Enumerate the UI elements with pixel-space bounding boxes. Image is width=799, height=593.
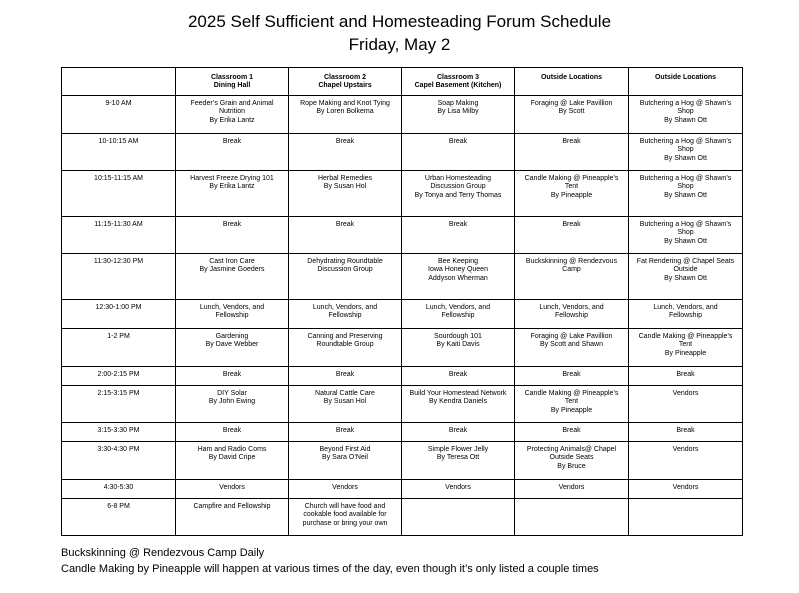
session-line: By Shawn Ott bbox=[664, 274, 707, 282]
session-line: By David Cripe bbox=[208, 454, 256, 462]
session-line: Foraging @ Lake Pavillion bbox=[530, 100, 613, 107]
session-cell bbox=[629, 480, 743, 499]
schedule-row bbox=[62, 386, 743, 423]
session-line: Fellowship bbox=[668, 312, 703, 320]
session-line: Discussion Group bbox=[317, 266, 373, 274]
session-line: By Loren Bolkema bbox=[316, 108, 374, 116]
header-line: Capel Basement (Kitchen) bbox=[414, 82, 502, 90]
session-line: By Pineapple bbox=[664, 349, 707, 357]
time-slot: 2:15-3:15 PM bbox=[62, 386, 176, 423]
time-slot: 1-2 PM bbox=[62, 329, 176, 367]
schedule-row bbox=[62, 96, 743, 134]
session-line: Vendors bbox=[445, 484, 471, 491]
header-location-4 bbox=[515, 68, 629, 96]
session-line: Beyond First Aid bbox=[319, 446, 371, 453]
session-line: By Jasmine Goeders bbox=[199, 266, 265, 274]
session-cell bbox=[629, 423, 743, 442]
session-cell bbox=[289, 134, 402, 171]
session-line: By Erika Lantz bbox=[209, 116, 255, 124]
session-line: Bee Keeping bbox=[437, 258, 479, 265]
time-slot: 4:30-5:30 bbox=[62, 480, 176, 499]
session-line: Break bbox=[448, 138, 468, 145]
header-location-1 bbox=[176, 68, 289, 96]
session-line: Vendors bbox=[332, 484, 358, 491]
schedule-date: Friday, May 2 bbox=[348, 35, 451, 54]
header-line: Classroom 3 bbox=[436, 74, 480, 81]
session-line: Addyson Wherman bbox=[428, 274, 488, 282]
schedule-row bbox=[62, 254, 743, 300]
session-line: Butchering a Hog @ Shawn’s bbox=[639, 221, 732, 228]
session-line: Vendors bbox=[672, 484, 699, 491]
session-line: By Scott bbox=[558, 108, 585, 116]
schedule-row bbox=[62, 480, 743, 499]
session-line: Sourdough 101 bbox=[434, 333, 482, 340]
session-line: Butchering a Hog @ Shawn’s bbox=[639, 138, 732, 145]
time-slot: 10:15-11:15 AM bbox=[62, 171, 176, 217]
session-cell bbox=[289, 480, 402, 499]
session-line: Protecting Animals@ Chapel bbox=[526, 446, 617, 453]
session-line: Break bbox=[222, 221, 242, 228]
session-line: Tent bbox=[564, 183, 579, 191]
session-line: Butchering a Hog @ Shawn’s bbox=[639, 100, 732, 107]
session-line: By Shawn Ott bbox=[664, 154, 707, 162]
time-slot: 3:30-4:30 PM bbox=[62, 442, 176, 480]
session-line: Candle Making @ Pineapple’s bbox=[638, 333, 733, 340]
session-line: cookable food available for bbox=[303, 511, 387, 519]
time-slot: 2:00-2:15 PM bbox=[62, 367, 176, 386]
session-line: Fellowship bbox=[328, 312, 362, 320]
session-cell bbox=[402, 480, 515, 499]
session-cell bbox=[176, 480, 289, 499]
session-cell bbox=[402, 217, 515, 254]
session-cell bbox=[289, 254, 402, 300]
header-line: Outside Locations bbox=[654, 74, 717, 81]
header-location-5 bbox=[629, 68, 743, 96]
session-line: By Kendra Daniels bbox=[429, 398, 487, 406]
session-cell bbox=[402, 134, 515, 171]
session-cell bbox=[402, 171, 515, 217]
session-line: Herbal Remedies bbox=[317, 175, 373, 182]
session-line: Iowa Honey Queen bbox=[428, 266, 488, 274]
session-cell bbox=[515, 134, 629, 171]
session-cell bbox=[289, 171, 402, 217]
session-cell bbox=[176, 217, 289, 254]
schedule-row bbox=[62, 217, 743, 254]
session-line: Fellowship bbox=[215, 312, 249, 320]
session-line: Cast Iron Care bbox=[209, 258, 255, 265]
session-line: By Shawn Ott bbox=[664, 191, 707, 199]
header-line: Outside Locations bbox=[540, 74, 603, 81]
session-line: Vendors bbox=[672, 446, 699, 453]
session-line: By Susan Hol bbox=[323, 183, 367, 191]
session-cell bbox=[176, 367, 289, 386]
session-line: By Pineapple bbox=[550, 191, 593, 199]
session-line: Break bbox=[676, 371, 695, 378]
session-cell bbox=[629, 442, 743, 480]
session-cell bbox=[402, 499, 515, 536]
session-line: Urban Homesteading bbox=[424, 175, 492, 182]
session-line: Dehydrating Roundtable bbox=[307, 258, 383, 265]
session-line: Lunch, Vendors, and bbox=[539, 304, 604, 311]
session-cell bbox=[176, 171, 289, 217]
footer-note-buckskinning: Buckskinning @ Rendezvous Camp Daily bbox=[61, 547, 265, 559]
session-line: Shop bbox=[677, 108, 694, 116]
session-cell bbox=[176, 96, 289, 134]
schedule-row bbox=[62, 329, 743, 367]
schedule-table bbox=[61, 67, 743, 536]
session-cell bbox=[402, 254, 515, 300]
session-cell bbox=[515, 499, 629, 536]
session-cell bbox=[176, 386, 289, 423]
session-line: Harvest Freeze Drying 101 bbox=[190, 175, 274, 182]
session-cell bbox=[629, 386, 743, 423]
session-line: Vendors bbox=[672, 390, 699, 397]
session-cell bbox=[515, 329, 629, 367]
session-line: Break bbox=[335, 138, 355, 145]
session-line: Campfire and Fellowship bbox=[193, 503, 271, 510]
header-line: Classroom 2 bbox=[323, 74, 367, 81]
session-cell bbox=[289, 423, 402, 442]
session-line: Feeder’s Grain and Animal bbox=[190, 100, 274, 107]
schedule-row bbox=[62, 367, 743, 386]
session-cell bbox=[402, 96, 515, 134]
schedule-row bbox=[62, 171, 743, 217]
session-line: Break bbox=[562, 371, 581, 378]
session-cell bbox=[515, 254, 629, 300]
session-line: Fat Rendering @ Chapel Seats bbox=[636, 258, 735, 265]
session-line: Lunch, Vendors, and bbox=[199, 304, 265, 311]
session-line: Outside Seats bbox=[549, 454, 594, 462]
session-cell bbox=[629, 499, 743, 536]
session-cell bbox=[402, 300, 515, 329]
session-cell bbox=[176, 134, 289, 171]
session-line: Fellowship bbox=[554, 312, 589, 320]
session-line: Discussion Group bbox=[430, 183, 486, 191]
session-line: Rope Making and Knot Tying bbox=[300, 100, 390, 107]
session-line: Break bbox=[562, 221, 581, 228]
time-slot: 12:30-1:00 PM bbox=[62, 300, 176, 329]
session-cell bbox=[402, 442, 515, 480]
session-cell bbox=[289, 217, 402, 254]
header-location-2 bbox=[289, 68, 402, 96]
session-line: By Erika Lantz bbox=[209, 183, 255, 191]
session-cell bbox=[402, 423, 515, 442]
session-cell bbox=[515, 171, 629, 217]
session-line: By Lisa Milby bbox=[437, 108, 479, 116]
session-cell bbox=[176, 423, 289, 442]
session-line: Candle Making @ Pineapple’s bbox=[524, 390, 619, 397]
session-line: Vendors bbox=[219, 484, 245, 491]
session-line: Outside bbox=[673, 266, 698, 274]
session-cell bbox=[402, 386, 515, 423]
time-slot: 11:30-12:30 PM bbox=[62, 254, 176, 300]
session-line: By Pineapple bbox=[550, 406, 593, 414]
session-line: Break bbox=[222, 371, 242, 378]
session-cell bbox=[629, 254, 743, 300]
session-line: Shop bbox=[677, 183, 694, 191]
session-line: Ham and Radio Coms bbox=[197, 446, 267, 453]
schedule-row bbox=[62, 499, 743, 536]
time-slot: 6-8 PM bbox=[62, 499, 176, 536]
session-cell bbox=[289, 386, 402, 423]
header-line: Chapel Upstairs bbox=[318, 82, 372, 90]
session-line: Church will have food and bbox=[304, 503, 386, 510]
session-line: Tent bbox=[564, 398, 579, 406]
session-line: Lunch, Vendors, and bbox=[425, 304, 491, 311]
schedule-row bbox=[62, 300, 743, 329]
session-line: purchase or bring your own bbox=[302, 519, 388, 527]
session-cell bbox=[176, 499, 289, 536]
session-line: Candle Making @ Pineapple’s bbox=[524, 175, 619, 182]
session-cell bbox=[515, 423, 629, 442]
session-line: Gardening bbox=[215, 333, 249, 340]
schedule-row bbox=[62, 423, 743, 442]
session-cell bbox=[289, 300, 402, 329]
session-line: Break bbox=[335, 371, 355, 378]
schedule-row bbox=[62, 442, 743, 480]
session-line: Lunch, Vendors, and bbox=[653, 304, 718, 311]
schedule-title: 2025 Self Sufficient and Homesteading Forum Schedule bbox=[187, 12, 612, 31]
session-line: By Teresa Ott bbox=[436, 454, 480, 462]
session-line: Tent bbox=[678, 341, 693, 349]
session-cell bbox=[629, 217, 743, 254]
session-line: Simple Flower Jelly bbox=[427, 446, 489, 453]
session-line: Canning and Preserving bbox=[307, 333, 383, 340]
session-line: Natural Cattle Care bbox=[315, 390, 375, 397]
session-cell bbox=[515, 300, 629, 329]
session-line: By Tonya and Terry Thomas bbox=[414, 191, 502, 199]
session-line: By Scott and Shawn bbox=[539, 341, 604, 349]
session-line: Buckskinning @ Rendezvous bbox=[525, 258, 618, 265]
session-line: Shop bbox=[677, 146, 694, 154]
session-line: By Susan Hol bbox=[323, 398, 367, 406]
session-cell bbox=[176, 254, 289, 300]
session-line: Break bbox=[335, 427, 355, 434]
session-line: By Kaiti Davis bbox=[436, 341, 480, 349]
session-line: Soap Making bbox=[437, 100, 479, 107]
session-line: By Sara O’Neil bbox=[322, 454, 368, 462]
session-line: Foraging @ Lake Pavillion bbox=[530, 333, 613, 340]
session-cell bbox=[402, 329, 515, 367]
session-cell bbox=[289, 442, 402, 480]
time-slot: 11:15-11:30 AM bbox=[62, 217, 176, 254]
session-line: By Dave Webber bbox=[205, 341, 259, 349]
session-cell bbox=[289, 367, 402, 386]
session-cell bbox=[629, 367, 743, 386]
footer-note-candle-making: Candle Making by Pineapple will happen at various times of the day, even though it’s only listed a couple times bbox=[61, 563, 599, 575]
session-line: Shop bbox=[677, 229, 694, 237]
session-line: Butchering a Hog @ Shawn’s bbox=[639, 175, 732, 182]
session-cell bbox=[515, 386, 629, 423]
session-cell bbox=[629, 134, 743, 171]
session-line: DIY Solar bbox=[217, 390, 247, 397]
session-line: Break bbox=[222, 427, 242, 434]
header-line: Dining Hall bbox=[213, 82, 251, 90]
session-cell bbox=[176, 442, 289, 480]
session-line: Break bbox=[448, 371, 468, 378]
session-cell bbox=[176, 329, 289, 367]
session-line: Nutrition bbox=[218, 108, 246, 116]
session-line: Vendors bbox=[558, 484, 585, 491]
session-cell bbox=[515, 480, 629, 499]
session-cell bbox=[629, 171, 743, 217]
header-row bbox=[62, 68, 743, 96]
time-slot: 10-10:15 AM bbox=[62, 134, 176, 171]
session-cell bbox=[289, 329, 402, 367]
session-line: Fellowship bbox=[441, 312, 475, 320]
session-line: Camp bbox=[562, 266, 581, 274]
session-line: Break bbox=[562, 138, 581, 145]
session-cell bbox=[629, 96, 743, 134]
session-cell bbox=[515, 442, 629, 480]
session-line: By Shawn Ott bbox=[664, 237, 707, 245]
session-cell bbox=[515, 367, 629, 386]
session-cell bbox=[629, 329, 743, 367]
session-line: By Shawn Ott bbox=[664, 116, 707, 124]
time-slot: 9-10 AM bbox=[62, 96, 176, 134]
session-line: Lunch, Vendors, and bbox=[312, 304, 378, 311]
session-cell bbox=[289, 499, 402, 536]
session-cell bbox=[176, 300, 289, 329]
session-line: Roundtable Group bbox=[316, 341, 374, 349]
session-cell bbox=[402, 367, 515, 386]
session-line: Break bbox=[676, 427, 695, 434]
header-location-3 bbox=[402, 68, 515, 96]
schedule-row bbox=[62, 134, 743, 171]
session-cell bbox=[515, 96, 629, 134]
session-line: Break bbox=[448, 221, 468, 228]
session-line: By Bruce bbox=[557, 462, 586, 470]
session-line: Break bbox=[222, 138, 242, 145]
session-cell bbox=[515, 217, 629, 254]
session-cell bbox=[629, 300, 743, 329]
session-line: Build Your Homestead Network bbox=[409, 390, 507, 397]
session-cell bbox=[289, 96, 402, 134]
header-time bbox=[62, 68, 176, 96]
session-line: By John Ewing bbox=[208, 398, 256, 406]
session-line: Break bbox=[335, 221, 355, 228]
session-line: Break bbox=[562, 427, 581, 434]
time-slot: 3:15-3:30 PM bbox=[62, 423, 176, 442]
session-line: Break bbox=[448, 427, 468, 434]
header-line: Classroom 1 bbox=[210, 74, 254, 81]
